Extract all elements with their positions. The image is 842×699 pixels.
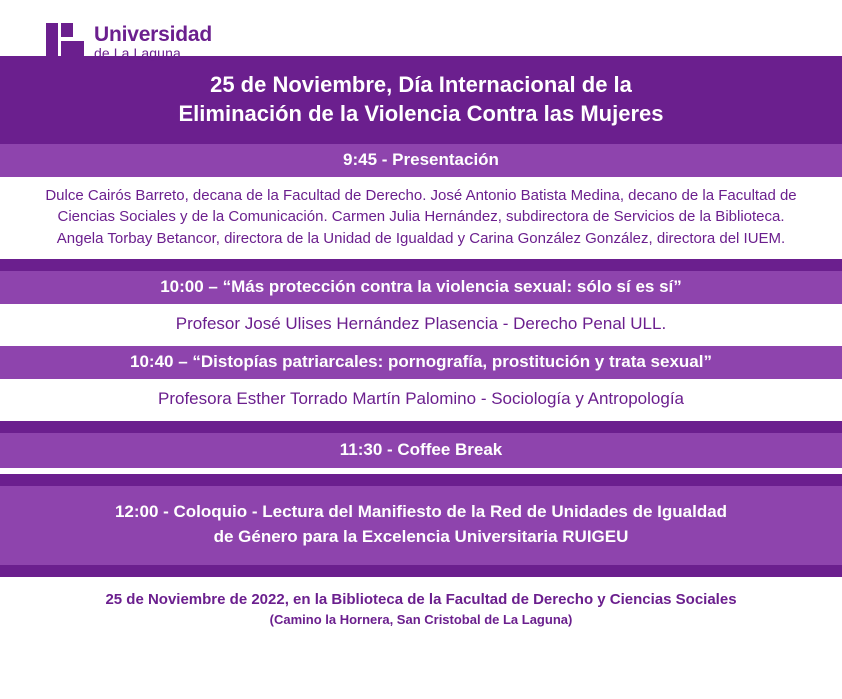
session-speaker-charla-2: Profesora Esther Torrado Martín Palomino - Sociología y Antropología [0, 379, 842, 421]
logo-shape-left [46, 23, 58, 61]
session-heading-coffee-break: 11:30 - Coffee Break [0, 433, 842, 468]
poster-footer [0, 577, 842, 643]
logo-shape-bottom [61, 41, 84, 61]
session-heading-charla-1: 10:00 – “Más protección contra la violencia sexual: sólo sí es sí” [0, 271, 842, 304]
coloquio-line-2: de Género para la Excelencia Universitaria RUIGEU [213, 526, 629, 546]
footer-line-2: (Camino la Hornera, San Cristobal de La Laguna) [269, 612, 573, 628]
presentacion-line-2: Ciencias Sociales y de la Comunicación. Carmen Julia Hernández, subdirectora de Servicios de la Biblioteca. [57, 208, 785, 226]
coloquio-line-1: 12:00 - Coloquio - Lectura del Manifiesto de la Red de Unidades de Igualdad [114, 501, 728, 521]
session-speaker-charla-1: Profesor José Ulises Hernández Plasencia - Derecho Penal ULL. [0, 304, 842, 346]
divider-band-2 [0, 421, 842, 433]
footer-line-1: 25 de Noviembre de 2022, en la Biblioteca de la Facultad de Derecho y Ciencias Sociales [105, 591, 737, 609]
session-heading-charla-2: 10:40 – “Distopías patriarcales: pornografía, prostitución y trata sexual” [0, 346, 842, 379]
presentacion-line-1: Dulce Cairós Barreto, decana de la Facultad de Derecho. José Antonio Batista Medina, decano de la Facultad de [45, 187, 797, 205]
poster-bottom-space [0, 643, 842, 699]
divider-band-1 [0, 259, 842, 271]
session-body-presentacion [0, 177, 842, 259]
brand-wordmark [94, 24, 212, 61]
session-heading-presentacion: 9:45 - Presentación [0, 144, 842, 177]
poster-title [0, 56, 842, 144]
session-heading-coloquio [0, 486, 842, 565]
brand-name-line2: de La Laguna [94, 44, 181, 61]
poster-title-line1: 25 de Noviembre, Día Internacional de la [210, 72, 632, 97]
brand-header [0, 0, 842, 61]
ull-logo-icon [46, 23, 84, 61]
presentacion-line-3: Angela Torbay Betancor, directora de la Unidad de Igualdad y Carina González González, directora del IUEM. [56, 229, 786, 247]
divider-band-4 [0, 474, 842, 486]
poster-title-line2: Eliminación de la Violencia Contra las Mujeres [178, 101, 664, 127]
brand-name-line1: Universidad [94, 22, 213, 46]
logo-shape-top [61, 23, 73, 37]
divider-band-5 [0, 565, 842, 577]
